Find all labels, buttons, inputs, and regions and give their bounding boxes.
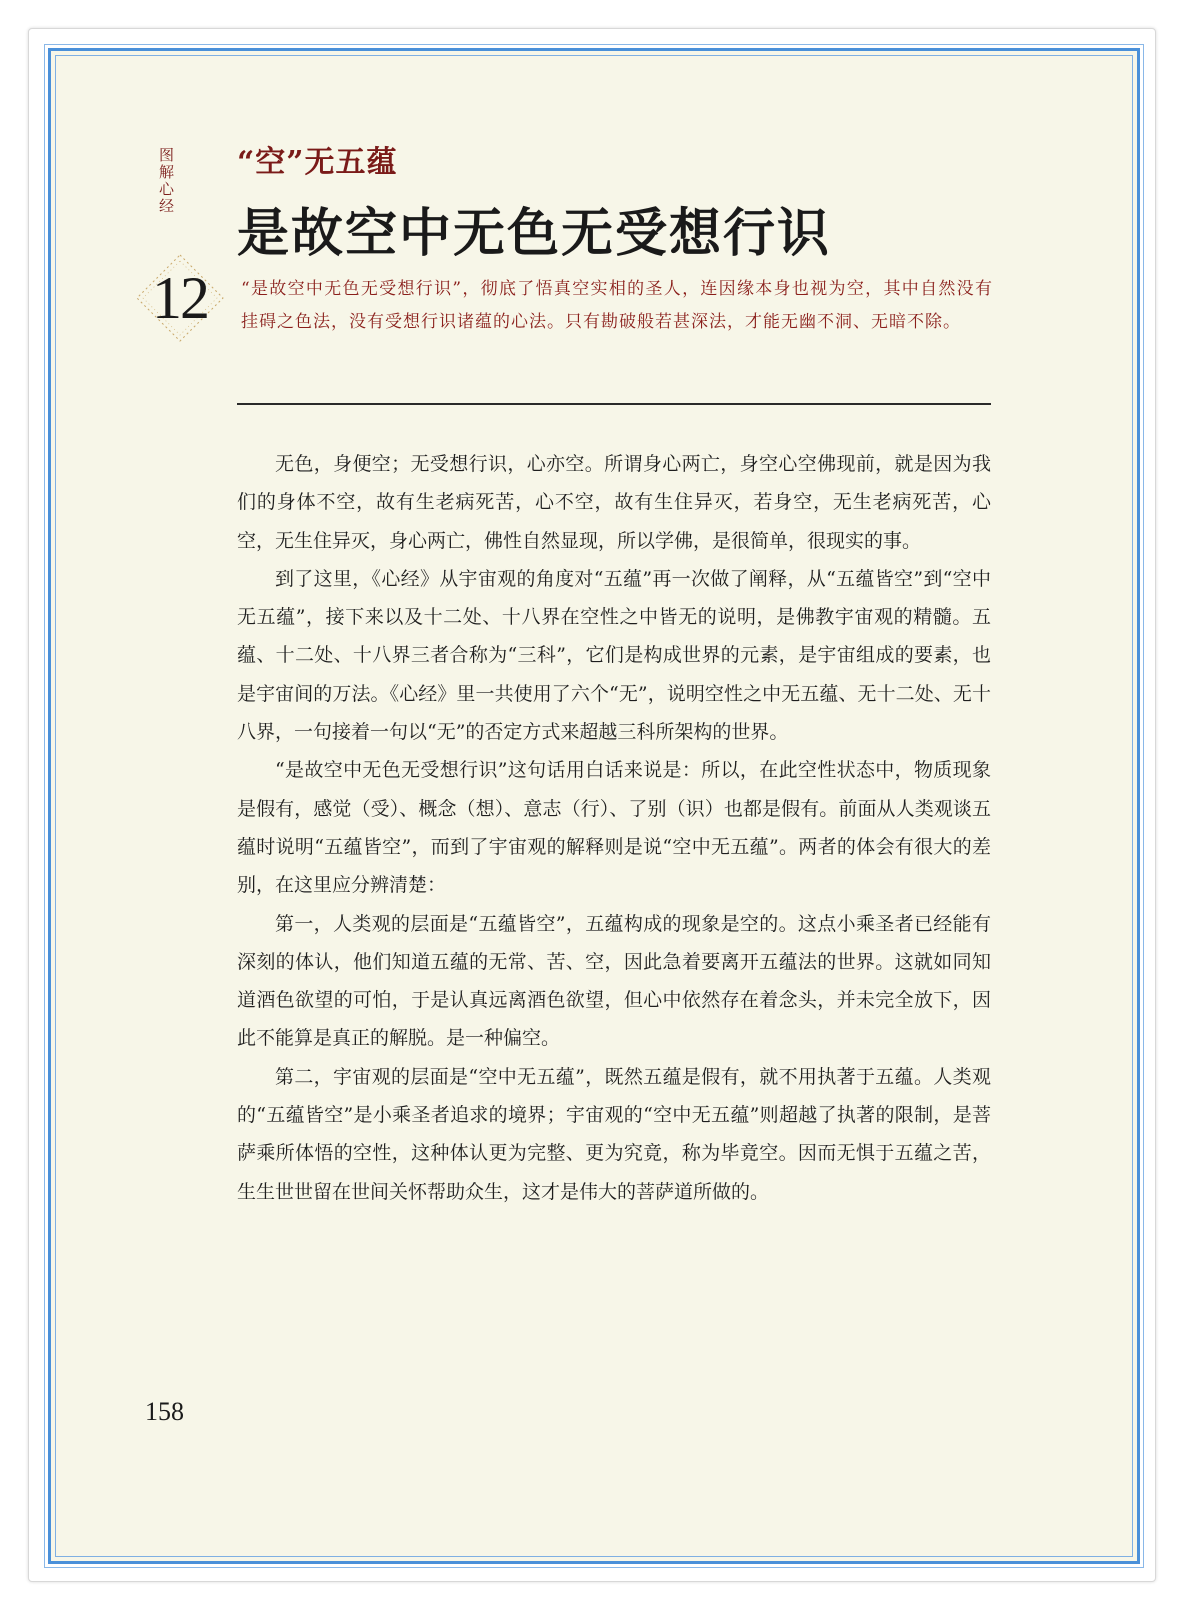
paragraph: “是故空中无色无受想行识”这句话用白话来说是：所以，在此空性状态中，物质现象是假有，感觉（受）、概念（想）、意志（行）、了别（识）也都是假有。前面从人类观谈五蕴时说明“五蕴皆空”，而到了宇宙观的解释则是说“空中无五蕴”。两者的体会有很大的差别，在这里应分辨清楚： — [237, 759, 991, 897]
paragraph: 无色，身便空；无受想行识，心亦空。所谓身心两亡，身空心空佛现前，就是因为我们的身体不空，故有生老病死苦，心不空，故有生住异灭，若身空，无生老病死苦，心空，无生住异灭，身心两亡，佛性自然显现，所以学佛，是很简单，很现实的事。 — [237, 453, 991, 552]
side-series-label: 图解心经 — [157, 147, 175, 215]
title-divider — [237, 403, 991, 405]
body-text — [237, 445, 991, 1211]
chapter-number-badge — [135, 253, 225, 343]
page-number: 158 — [145, 1397, 184, 1426]
paragraph: 第二，宇宙观的层面是“空中无五蕴”，既然五蕴是假有，就不用执著于五蕴。人类观的“五蕴皆空”是小乘圣者追求的境界；宇宙观的“空中无五蕴”则超越了执著的限制，是菩萨乘所体悟的空性，这种体认更为完整、更为究竟，称为毕竟空。因而无惧于五蕴之苦，生生世世留在世间关怀帮助众生，这才是伟大的菩萨道所做的。 — [237, 1065, 991, 1203]
book-page — [48, 48, 1140, 1564]
section-subtitle: “空”无五蕴 — [237, 145, 398, 180]
chapter-number: 12 — [152, 265, 208, 331]
paragraph: 到了这里，《心经》从宇宙观的角度对“五蕴”再一次做了阐释，从“五蕴皆空”到“空中无五蕴”，接下来以及十二处、十八界在空性之中皆无的说明，是佛教宇宙观的精髓。五蕴、十二处、十八界三者合称为“三科”，它们是构成世界的元素，是宇宙组成的要素，也是宇宙间的万法。《心经》里一共使用了六个“无”，说明空性之中无五蕴、无十二处、无十八界，一句接着一句以“无”的否定方式来超越三科所架构的世界。 — [237, 567, 991, 744]
paragraph: 第一，人类观的层面是“五蕴皆空”，五蕴构成的现象是空的。这点小乘圣者已经能有深刻的体认，他们知道五蕴的无常、苦、空，因此急着要离开五蕴法的世界。这就如同知道酒色欲望的可怕，于是认真远离酒色欲望，但心中依然存在着念头，并未完全放下，因此不能算是真正的解脱。是一种偏空。 — [237, 912, 991, 1050]
page-title: 是故空中无色无受想行识 — [237, 203, 832, 264]
intro-summary: “是故空中无色无受想行识”，彻底了悟真空实相的圣人，连因缘本身也视为空，其中自然没有挂碍之色法，没有受想行识诸蕴的心法。只有勘破般若甚深法，才能无幽不洞、无暗不除。 — [241, 279, 993, 332]
